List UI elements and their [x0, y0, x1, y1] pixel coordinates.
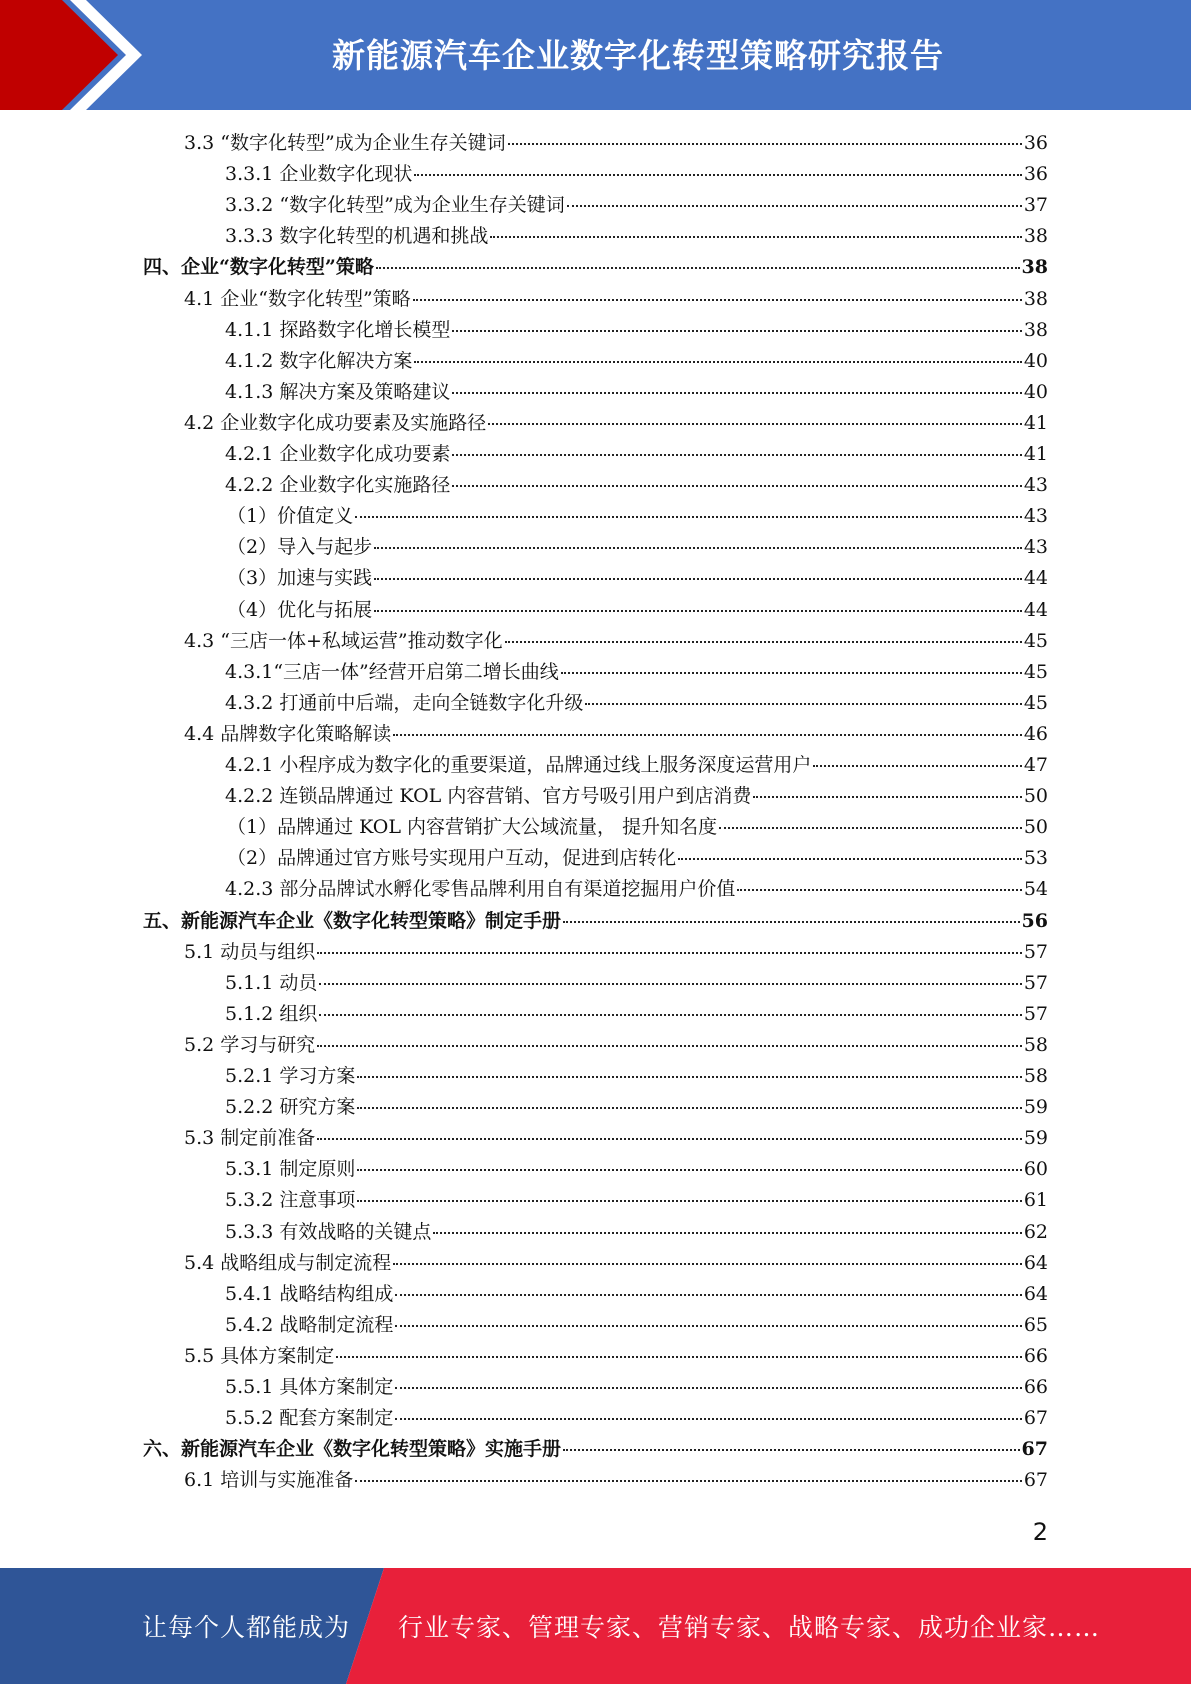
toc-entry-page: 65: [1023, 1313, 1048, 1336]
toc-entry-label: 5.1.2 组织: [225, 1002, 318, 1025]
toc-entry[interactable]: [225, 1310, 1048, 1341]
toc-entry-page: 59: [1023, 1096, 1048, 1119]
toc-leader-dots: [357, 1169, 1021, 1171]
toc-leader-dots: [374, 578, 1022, 580]
toc-entry[interactable]: [225, 1372, 1048, 1403]
toc-entry-page: 46: [1023, 722, 1048, 745]
toc-entry-label: 5.1.1 动员: [225, 971, 318, 994]
toc-entry[interactable]: [225, 221, 1048, 252]
toc-entry-label: 4.4 品牌数字化策略解读: [184, 722, 392, 745]
toc-entry[interactable]: [143, 906, 1048, 937]
toc-entry-label: （4）优化与拓展: [227, 598, 373, 621]
toc-leader-dots: [452, 330, 1021, 332]
toc-entry-label: 5.3.3 有效战略的关键点: [225, 1220, 432, 1243]
toc-entry-label: 5.2.2 研究方案: [225, 1096, 356, 1119]
toc-entry-page: 60: [1023, 1158, 1048, 1181]
toc-entry-label: 4.1 企业“数字化转型”策略: [184, 287, 411, 310]
toc-entry-page: 45: [1023, 660, 1048, 683]
toc-leader-dots: [563, 1449, 1020, 1451]
toc-leader-dots: [393, 734, 1022, 736]
toc-entry-label: （3）加速与实践: [227, 567, 373, 590]
toc-leader-dots: [452, 392, 1021, 394]
toc-entry[interactable]: [184, 719, 1048, 750]
toc-entry[interactable]: [225, 968, 1048, 999]
toc-entry[interactable]: [184, 1030, 1048, 1061]
toc-entry-label: 5.3 制定前准备: [184, 1127, 316, 1150]
toc-entry-label: （1）价值定义: [227, 505, 354, 528]
toc-entry-page: 54: [1023, 878, 1048, 901]
toc-entry-page: 38: [1021, 256, 1048, 279]
toc-entry-label: 5.5 具体方案制定: [184, 1344, 335, 1367]
toc-leader-dots: [508, 143, 1022, 145]
toc-entry-page: 67: [1021, 1438, 1048, 1461]
toc-entry-label: 四、企业“数字化转型”策略: [143, 256, 374, 279]
toc-entry-page: 57: [1023, 971, 1048, 994]
toc-entry[interactable]: [225, 999, 1048, 1030]
toc-leader-dots: [395, 1387, 1021, 1389]
toc-leader-dots: [488, 423, 1022, 425]
toc-entry-page: 57: [1023, 1002, 1048, 1025]
toc-entry[interactable]: [225, 781, 1048, 812]
toc-leader-dots: [319, 1014, 1021, 1016]
toc-entry-page: 40: [1023, 349, 1048, 372]
toc-entry-page: 53: [1023, 847, 1048, 870]
toc-leader-dots: [719, 827, 1022, 829]
toc-entry-page: 40: [1023, 380, 1048, 403]
toc-entry-page: 43: [1023, 536, 1048, 559]
toc-entry-page: 61: [1023, 1189, 1048, 1212]
toc-entry-page: 43: [1023, 505, 1048, 528]
toc-entry[interactable]: [225, 377, 1048, 408]
toc-entry-label: 4.1.2 数字化解决方案: [225, 349, 413, 372]
toc-entry-page: 36: [1023, 132, 1048, 154]
toc-entry-page: 64: [1023, 1251, 1048, 1274]
toc-entry[interactable]: [184, 408, 1048, 439]
toc-entry-page: 66: [1023, 1344, 1048, 1367]
toc-entry[interactable]: [227, 595, 1048, 626]
toc-entry-page: 37: [1023, 194, 1048, 217]
toc-entry[interactable]: [225, 315, 1048, 346]
toc-entry-label: 5.5.1 具体方案制定: [225, 1376, 394, 1398]
toc-entry[interactable]: [225, 1217, 1048, 1248]
chevron-logo-icon: [0, 0, 150, 110]
toc-entry[interactable]: [225, 1279, 1048, 1310]
toc-entry[interactable]: [225, 750, 1048, 781]
toc-entry-label: 5.4 战略组成与制定流程: [184, 1251, 392, 1274]
toc-leader-dots: [414, 174, 1021, 176]
toc-entry-label: 五、新能源汽车企业《数字化转型策略》制定手册: [143, 909, 562, 932]
toc-entry-label: 5.5.2 配套方案制定: [225, 1407, 394, 1430]
footer-slogan-left: 让每个人都能成为: [142, 1613, 351, 1642]
toc-entry-label: （2）品牌通过官方账号实现用户互动，促进到店转化: [227, 847, 677, 870]
toc-leader-dots: [395, 1294, 1021, 1296]
toc-entry[interactable]: [184, 937, 1048, 968]
toc-entry[interactable]: [184, 128, 1048, 159]
toc-leader-dots: [395, 1418, 1021, 1420]
toc-entry-label: 3.3.2 “数字化转型”成为企业生存关键词: [225, 194, 565, 217]
toc-entry[interactable]: [225, 190, 1048, 221]
toc-leader-dots: [413, 299, 1022, 301]
toc-leader-dots: [317, 952, 1022, 954]
toc-leader-dots: [357, 1107, 1021, 1109]
toc-entry-page: 67: [1023, 1407, 1048, 1430]
toc-leader-dots: [490, 236, 1021, 238]
toc-leader-dots: [452, 454, 1021, 456]
toc-entry-label: 4.2.1 小程序成为数字化的重要渠道，品牌通过线上服务深度运营用户: [225, 754, 812, 776]
toc-entry-label: 3.3.3 数字化转型的机遇和挑战: [225, 225, 489, 248]
toc-entry-page: 58: [1023, 1033, 1048, 1056]
toc-entry[interactable]: [225, 874, 1048, 905]
toc-leader-dots: [505, 641, 1022, 643]
toc-entry-page: 57: [1023, 940, 1048, 963]
header-banner: [0, 0, 1191, 110]
toc-entry-page: 62: [1023, 1220, 1048, 1243]
toc-entry[interactable]: [143, 1434, 1048, 1465]
toc-leader-dots: [355, 1480, 1022, 1482]
toc-entry-label: 5.4.1 战略结构组成: [225, 1282, 394, 1305]
toc-entry[interactable]: [184, 1248, 1048, 1279]
toc-leader-dots: [374, 610, 1022, 612]
toc-leader-dots: [567, 205, 1022, 207]
toc-entry-label: 4.3 “三店一体+私域运营”推动数字化: [184, 629, 503, 652]
toc-leader-dots: [737, 889, 1021, 891]
toc-entry-page: 38: [1023, 225, 1048, 248]
toc-leader-dots: [561, 672, 1022, 674]
toc-entry-label: （2）导入与起步: [227, 536, 373, 559]
toc-entry-page: 47: [1023, 754, 1048, 776]
toc-entry-label: 4.2.2 企业数字化实施路径: [225, 474, 451, 497]
toc-entry-page: 45: [1023, 629, 1048, 652]
toc-leader-dots: [374, 547, 1022, 549]
document-title: 新能源汽车企业数字化转型策略研究报告: [332, 35, 944, 75]
toc-entry-page: 56: [1021, 909, 1048, 932]
toc-entry-label: 4.1.1 探路数字化增长模型: [225, 318, 451, 341]
toc-leader-dots: [393, 1263, 1022, 1265]
toc-entry[interactable]: [225, 1154, 1048, 1185]
toc-entry-page: 44: [1023, 567, 1048, 590]
toc-entry-label: 5.4.2 战略制定流程: [225, 1313, 394, 1336]
toc-entry[interactable]: [225, 159, 1048, 190]
toc-entry-page: 41: [1023, 411, 1048, 434]
toc-leader-dots: [395, 1325, 1021, 1327]
toc-entry[interactable]: [227, 563, 1048, 594]
toc-leader-dots: [317, 1138, 1022, 1140]
toc-entry-label: 3.3 “数字化转型”成为企业生存关键词: [184, 132, 506, 154]
toc-entry-label: 5.2 学习与研究: [184, 1033, 316, 1056]
toc-leader-dots: [319, 983, 1021, 985]
toc-entry-page: 43: [1023, 474, 1048, 497]
toc-leader-dots: [452, 485, 1021, 487]
toc-entry[interactable]: [184, 626, 1048, 657]
toc-leader-dots: [357, 1076, 1021, 1078]
toc-entry-label: 六、新能源汽车企业《数字化转型策略》实施手册: [143, 1438, 562, 1461]
toc-entry[interactable]: [184, 284, 1048, 315]
toc-leader-dots: [585, 703, 1021, 705]
toc-entry-page: 58: [1023, 1065, 1048, 1087]
toc-entry-page: 44: [1023, 598, 1048, 621]
toc-entry[interactable]: [225, 470, 1048, 501]
toc-leader-dots: [317, 1045, 1022, 1047]
toc-entry[interactable]: [143, 252, 1048, 283]
toc-entry[interactable]: [225, 657, 1048, 688]
toc-entry-label: 4.3.1“三店一体”经营开启第二增长曲线: [225, 660, 559, 683]
toc-entry-label: 4.3.2 打通前中后端，走向全链数字化升级: [225, 691, 584, 714]
toc-entry-label: 3.3.1 企业数字化现状: [225, 163, 413, 186]
toc-entry-page: 50: [1023, 785, 1048, 808]
toc-entry-page: 45: [1023, 691, 1048, 714]
toc-leader-dots: [355, 516, 1022, 518]
toc-entry-label: 4.2 企业数字化成功要素及实施路径: [184, 411, 487, 434]
toc-entry-label: 4.2.1 企业数字化成功要素: [225, 443, 451, 465]
toc-entry[interactable]: [225, 688, 1048, 719]
toc-entry[interactable]: [227, 501, 1048, 532]
toc-entry[interactable]: [227, 843, 1048, 874]
toc-entry-label: 5.2.1 学习方案: [225, 1065, 356, 1087]
toc-leader-dots: [563, 921, 1020, 923]
toc-entry[interactable]: [184, 1341, 1048, 1372]
toc-entry-label: 4.1.3 解决方案及策略建议: [225, 380, 451, 403]
toc-leader-dots: [678, 858, 1022, 860]
toc-leader-dots: [336, 1356, 1022, 1358]
footer-slogan-right: 行业专家、管理专家、营销专家、战略专家、成功企业家……: [398, 1613, 1101, 1642]
toc-entry-label: 4.2.3 部分品牌试水孵化零售品牌利用自有渠道挖掘用户价值: [225, 878, 736, 901]
toc-entry-label: 4.2.2 连锁品牌通过 KOL 内容营销、官方号吸引用户到店消费: [225, 785, 752, 808]
toc-entry-page: 38: [1023, 318, 1048, 341]
toc-entry-page: 64: [1023, 1282, 1048, 1305]
toc-entry[interactable]: [225, 346, 1048, 377]
footer-banner: [0, 1568, 1191, 1684]
toc-entry[interactable]: [184, 1123, 1048, 1154]
page-number: 2: [1032, 1518, 1048, 1546]
toc-entry-page: 67: [1023, 1469, 1048, 1492]
toc-entry-page: 50: [1023, 816, 1048, 839]
toc-leader-dots: [376, 267, 1020, 269]
toc-entry-page: 38: [1023, 287, 1048, 310]
toc-entry-label: 5.3.1 制定原则: [225, 1158, 356, 1181]
toc-entry[interactable]: [225, 1185, 1048, 1216]
toc-entry[interactable]: [225, 1092, 1048, 1123]
toc-entry-label: 5.3.2 注意事项: [225, 1189, 356, 1212]
toc-leader-dots: [813, 765, 1021, 767]
toc-leader-dots: [357, 1200, 1021, 1202]
toc-entry-page: 41: [1023, 443, 1048, 465]
toc-entry-page: 36: [1023, 163, 1048, 186]
toc-entry-page: 59: [1023, 1127, 1048, 1150]
toc-entry-label: （1）品牌通过 KOL 内容营销扩大公域流量， 提升知名度: [227, 816, 718, 839]
toc-entry[interactable]: [227, 532, 1048, 563]
toc-entry[interactable]: [225, 1061, 1048, 1092]
toc-entry[interactable]: [227, 812, 1048, 843]
toc-entry-page: 66: [1023, 1376, 1048, 1398]
toc-entry-label: 6.1 培训与实施准备: [184, 1469, 354, 1492]
toc-entry[interactable]: [184, 1465, 1048, 1496]
toc-leader-dots: [414, 361, 1021, 363]
toc-entry[interactable]: [225, 1403, 1048, 1434]
toc-leader-dots: [753, 796, 1021, 798]
toc-entry-label: 5.1 动员与组织: [184, 940, 316, 963]
toc-leader-dots: [433, 1232, 1021, 1234]
toc-entry[interactable]: [225, 439, 1048, 470]
